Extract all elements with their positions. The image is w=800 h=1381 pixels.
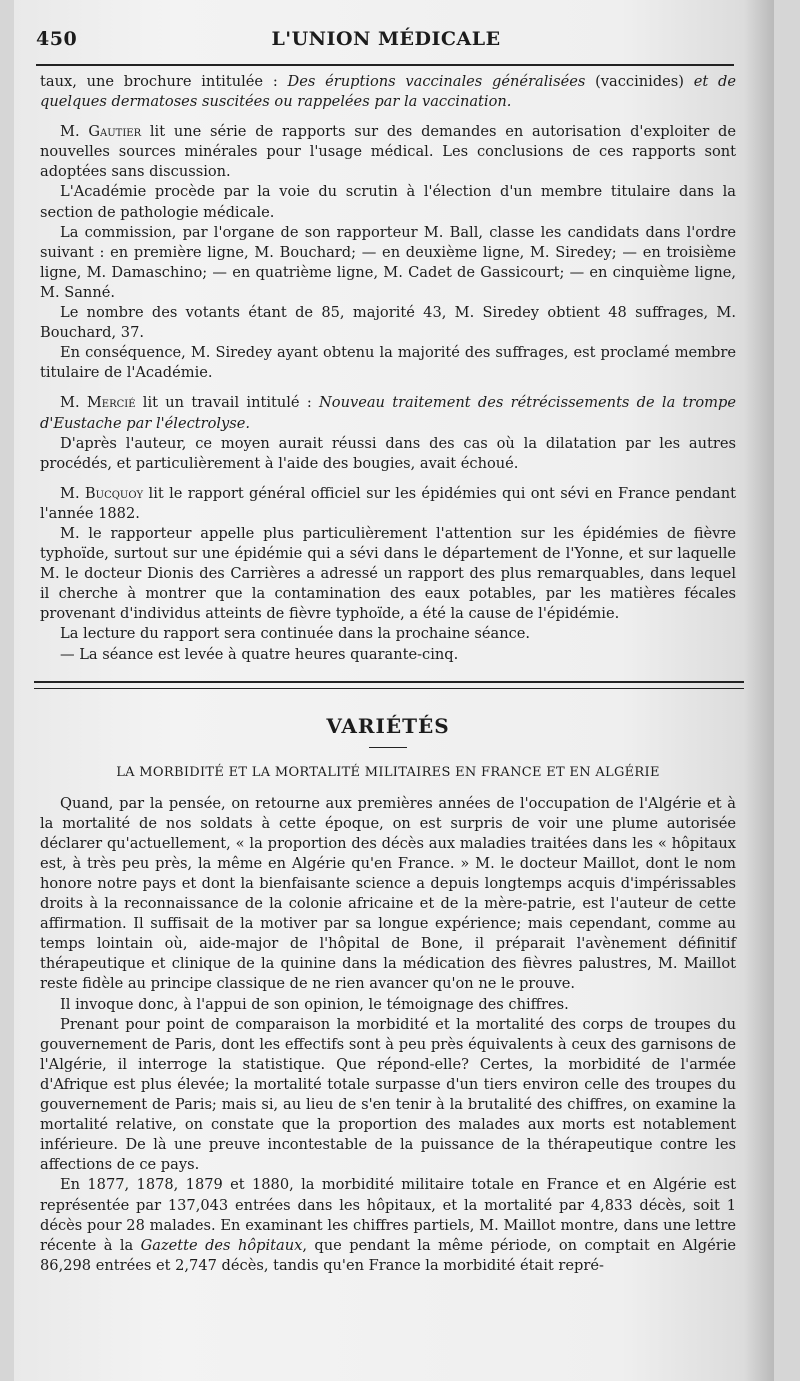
speaker-name: M. Gautier <box>60 123 142 141</box>
article-paragraph-2: Il invoque donc, à l'appui de son opinion, le témoignage des chiffres. <box>60 995 569 1013</box>
text-run: lit un travail intitulé : <box>135 394 320 412</box>
document-page <box>14 0 774 1381</box>
header-rule <box>36 64 734 66</box>
journal-title: L'UNION MÉDICALE <box>271 28 501 50</box>
section-divider <box>34 681 744 689</box>
brochure-title: Des éruptions vaccinales généralisées <box>287 73 586 90</box>
text-run: lit une série de rapports sur des demandes en autorisation d'exploiter de nouvelles sources minérales pour l'usage médical. Les conclusions de ces rapports sont adoptées sans discussion. <box>40 123 736 181</box>
page-number: 450 <box>36 28 78 50</box>
paragraph-typhoid: M. le rapporteur appelle plus particulièrement l'attention sur les épidémies de fièvre typhoïde, surtout sur une épidémie qui a sévi dans le département de l'Yonne, et sur laquelle M. le docteur Dionis des Carrières a adressé un rapport des plus remarquables, dans lequel il cherche à montrer que la contamination des eaux potables, par les matières fécales provenant d'individus atteints de fièvre typhoïde, a été la cause de l'épidémie. <box>40 524 736 623</box>
paragraph-adjourn: — La séance est levée à quatre heures quarante-cinq. <box>60 645 459 663</box>
text-run: , que pendant la même période, on comptait en Algérie 86,298 entrées et 2,747 décès, tandis qu'en France la morbidité était repré- <box>40 1236 737 1274</box>
brochure-title-cont: et de quelques dermatoses suscitées ou rappelées par la vaccination. <box>40 73 736 111</box>
text-run: taux, une brochure intitulée : <box>40 73 288 90</box>
speaker-name: M. Bucquoy <box>60 484 144 502</box>
paragraph-author-claim: D'après l'auteur, ce moyen aurait réussi dans des cas où la dilatation par les autres procédés, et particulièrement à l'aide des bougies, avait échoué. <box>40 434 736 472</box>
page-body <box>40 72 736 1276</box>
article-title: LA MORBIDITÉ ET LA MORTALITÉ MILITAIRES EN FRANCE ET EN ALGÉRIE <box>116 764 660 780</box>
speaker-name: M. Mercié <box>60 394 136 412</box>
text-run: lit le rapport général officiel sur les épidémies qui ont sévi en France pendant l'année 1882. <box>40 484 737 522</box>
paragraph-reading: La lecture du rapport sera continuée dans la prochaine séance. <box>60 625 531 643</box>
section-heading: VARIÉTÉS <box>326 713 450 738</box>
article-paragraph-3: Prenant pour point de comparaison la morbidité et la mortalité des corps de troupes du gouvernement de Paris, dont les effectifs sont à peu près équivalents à ceux des garnisons de l'Algérie, il interroge la statistique. Que répond-elle? Certes, la morbidité de l'armée d'Afrique est plus élevée; la mortalité totale surpasse d'un tiers environ celle des troupes du gouvernement de Paris; mais si, au lieu de s'en tenir à la brutalité des chiffres, on examine la mortalité relative, on constate que la proportion des malades aux morts est notablement inférieure. De là une preuve incontestable de la puissance de la thérapeutique contre les affections de ce pays. <box>40 1015 736 1174</box>
running-header <box>36 28 736 56</box>
work-title: Nouveau traitement des rétrécissements de la trompe d'Eustache par l'électrolyse. <box>40 394 737 432</box>
heading-rule <box>369 747 407 748</box>
paragraph-commission: La commission, par l'organe de son rapporteur M. Ball, classe les candidats dans l'ordre suivant : en première ligne, M. Bouchard; — en deuxième ligne, M. Siredey; — en troisième ligne, M. Damaschino; — en quatrième ligne, M. Cadet de Gassicourt; — en cinquième ligne, M. Sanné. <box>40 223 736 301</box>
paragraph-votes: Le nombre des votants étant de 85, majorité 43, M. Siredey obtient 48 suffrages, M. Bouchard, 37. <box>40 304 736 342</box>
paragraph-election: L'Académie procède par la voie du scrutin à l'élection d'un membre titulaire dans la section de pathologie médicale. <box>40 183 736 221</box>
paragraph-brochure <box>40 72 736 112</box>
paragraph-proclamation: En conséquence, M. Siredey ayant obtenu la majorité des suffrages, est proclamé membre titulaire de l'Académie. <box>40 344 736 382</box>
journal-reference: Gazette des hôpitaux <box>140 1236 303 1254</box>
paragraph-gautier <box>40 122 736 182</box>
article-paragraph-1: Quand, par la pensée, on retourne aux premières années de l'occupation de l'Algérie et à la mortalité de nos soldats à cette époque, on est surpris de voir une plume autorisée déclarer qu'actuellement, « la proportion des décès aux maladies traitées dans les « hôpitaux est, à très peu près, la même en Algérie qu'en France. » M. le docteur Maillot, dont le nom honore notre pays et dont la bienfaisante science a depuis longtemps acquis d'impérissables droits à la reconnaissance de la colonie africaine et de la mère-patrie, est l'auteur de cette affirmation. Il suffisait de la motiver par sa longue expérience; mais cependant, comme au temps lointain où, aide-major de l'hôpital de Bone, il préparait l'avènement définitif thérapeutique et clinique de la quinine dans la médication des fièvres palustres, M. Maillot reste fidèle au principe classique de ne rien avancer qu'on ne le prouve. <box>40 794 736 993</box>
paragraph-mercie <box>40 393 736 433</box>
text-run: En 1877, 1878, 1879 et 1880, la morbidité militaire totale en France et en Algérie est représentée par 137,043 entrées dans les hôpitaux, et la mortalité par 4,833 décès, soit 1 décès pour 28 malades. En examinant les chiffres partiels, M. Maillot montre, dans une lettre récente à la <box>40 1176 736 1254</box>
paragraph-bucquoy <box>40 484 736 524</box>
article-paragraph-4 <box>40 1175 736 1275</box>
text-run: (vaccinides) <box>585 73 694 90</box>
